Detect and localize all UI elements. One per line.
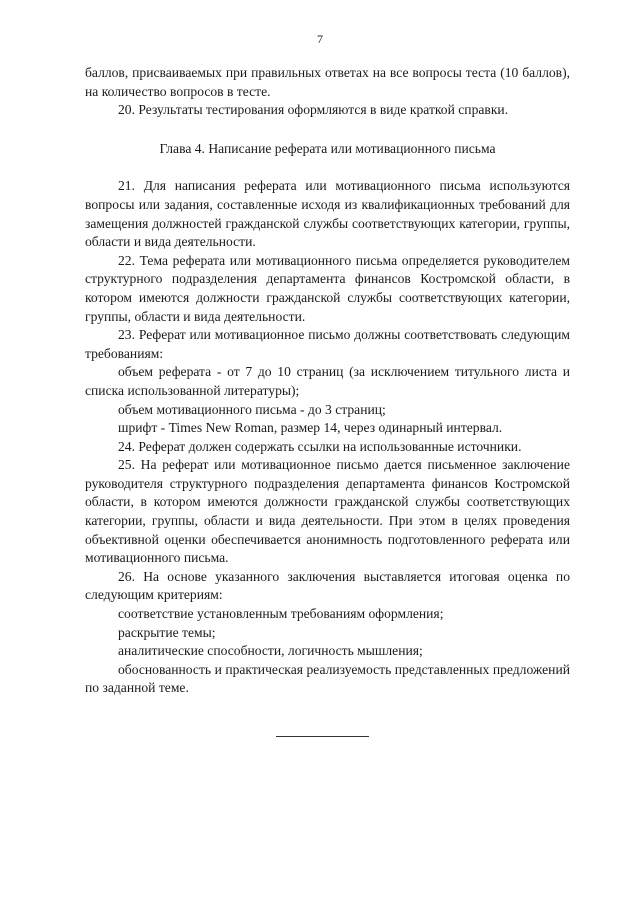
end-separator-line — [276, 736, 369, 737]
paragraph-continuation: баллов, присваиваемых при правильных ответах на все вопросы теста (10 баллов), на количество вопросов в тесте. — [85, 65, 570, 99]
paragraph-23-item-c: шрифт - Times New Roman, размер 14, через одинарный интервал. — [118, 420, 503, 436]
paragraph-25: 25. На реферат или мотивационное письмо дается письменное заключение руководителя структурного подразделения департамента финансов Костромской области, в котором имеются должности гражданской службы соответствующих категории, группы, области и вида деятельности. При этом в целях проведения объективной оценки обеспечивается анонимность подготовленного реферата или мотивационного письма. — [85, 457, 570, 566]
paragraph-20: 20. Результаты тестирования оформляются в виде краткой справки. — [118, 102, 509, 118]
chapter-heading: Глава 4. Написание реферата или мотивационного письма — [159, 140, 496, 156]
paragraph-26-item-a: соответствие установленным требованиям оформления; — [118, 606, 444, 622]
paragraph-26-item-c: аналитические способности, логичность мышления; — [118, 643, 423, 659]
page-number: 7 — [317, 32, 323, 46]
paragraph-23: 23. Реферат или мотивационное письмо должны соответствовать следующим требованиям: — [85, 327, 570, 361]
paragraph-23-item-b: объем мотивационного письма - до 3 страниц; — [118, 401, 386, 417]
paragraph-22: 22. Тема реферата или мотивационного письма определяется руководителем структурного подразделения департамента финансов Костромской области, в котором имеются должности гражданской службы соответствующих категории, группы, области и вида деятельности. — [85, 252, 570, 324]
paragraph-26: 26. На основе указанного заключения выставляется итоговая оценка по следующим критериям: — [85, 568, 570, 603]
paragraph-21: 21. Для написания реферата или мотивационного письма используются вопросы или задания, составленные исходя из квалификационных требований для замещения должностей гражданской службы соответствующих категории, группы, области и вида деятельности. — [85, 178, 570, 250]
document-body — [85, 64, 570, 698]
paragraph-26-item-b: раскрытие темы; — [118, 624, 216, 640]
paragraph-23-item-a: объем реферата - от 7 до 10 страниц (за исключением титульного листа и списка использованной литературы); — [85, 364, 570, 398]
paragraph-24: 24. Реферат должен содержать ссылки на использованные источники. — [118, 438, 522, 454]
paragraph-26-item-d: обоснованность и практическая реализуемость представленных предложений по заданной теме. — [85, 661, 570, 696]
